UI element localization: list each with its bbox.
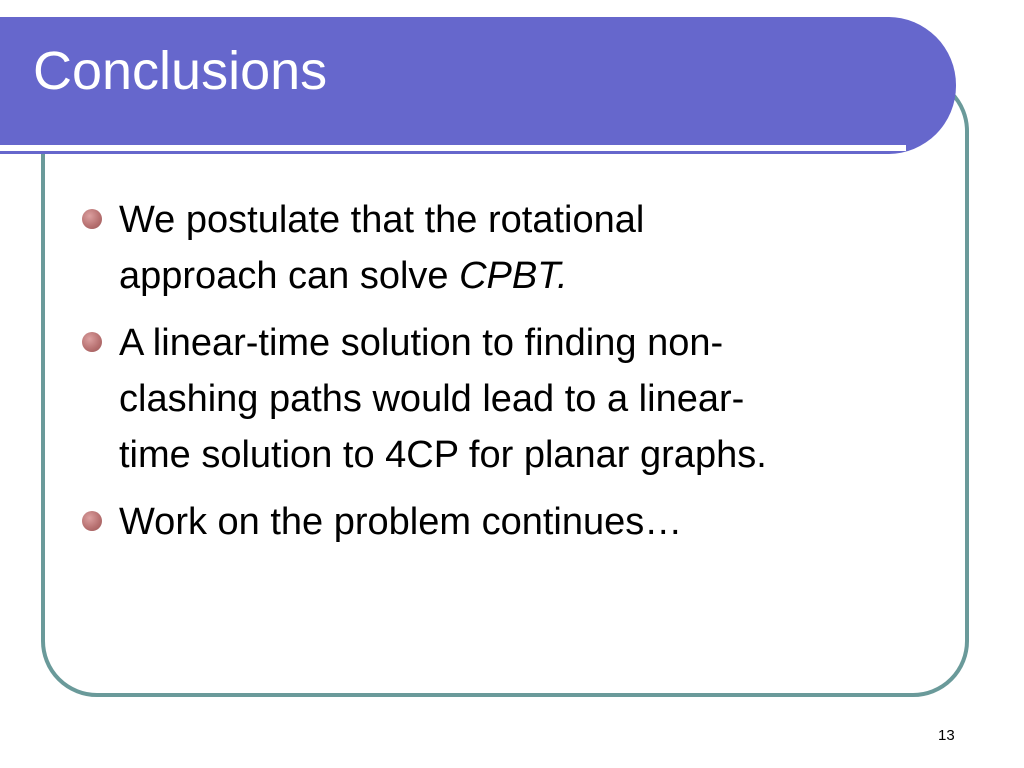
- bullet-list: [82, 192, 912, 561]
- bullet-emphasis: CPBT.: [459, 255, 568, 297]
- bullet-text-line: A linear-time solution to finding non-: [119, 322, 724, 364]
- page-number: 13: [938, 727, 955, 744]
- bullet-dot-icon: [82, 209, 102, 229]
- bullet-dot-icon: [82, 511, 102, 531]
- title-underline: [0, 145, 906, 151]
- bullet-item: [82, 494, 912, 550]
- bullet-item: [82, 192, 912, 304]
- bullet-text-line: clashing paths would lead to a linear-: [119, 378, 745, 420]
- bullet-text-line: approach can solve: [119, 255, 460, 297]
- bullet-text-line: We postulate that the rotational: [119, 199, 645, 241]
- bullet-dot-icon: [82, 332, 102, 352]
- bullet-text-line: Work on the problem continues…: [119, 501, 683, 543]
- bullet-item: [82, 315, 912, 483]
- slide-title: Conclusions: [33, 41, 328, 101]
- bullet-text-line: time solution to 4CP for planar graphs.: [119, 434, 767, 476]
